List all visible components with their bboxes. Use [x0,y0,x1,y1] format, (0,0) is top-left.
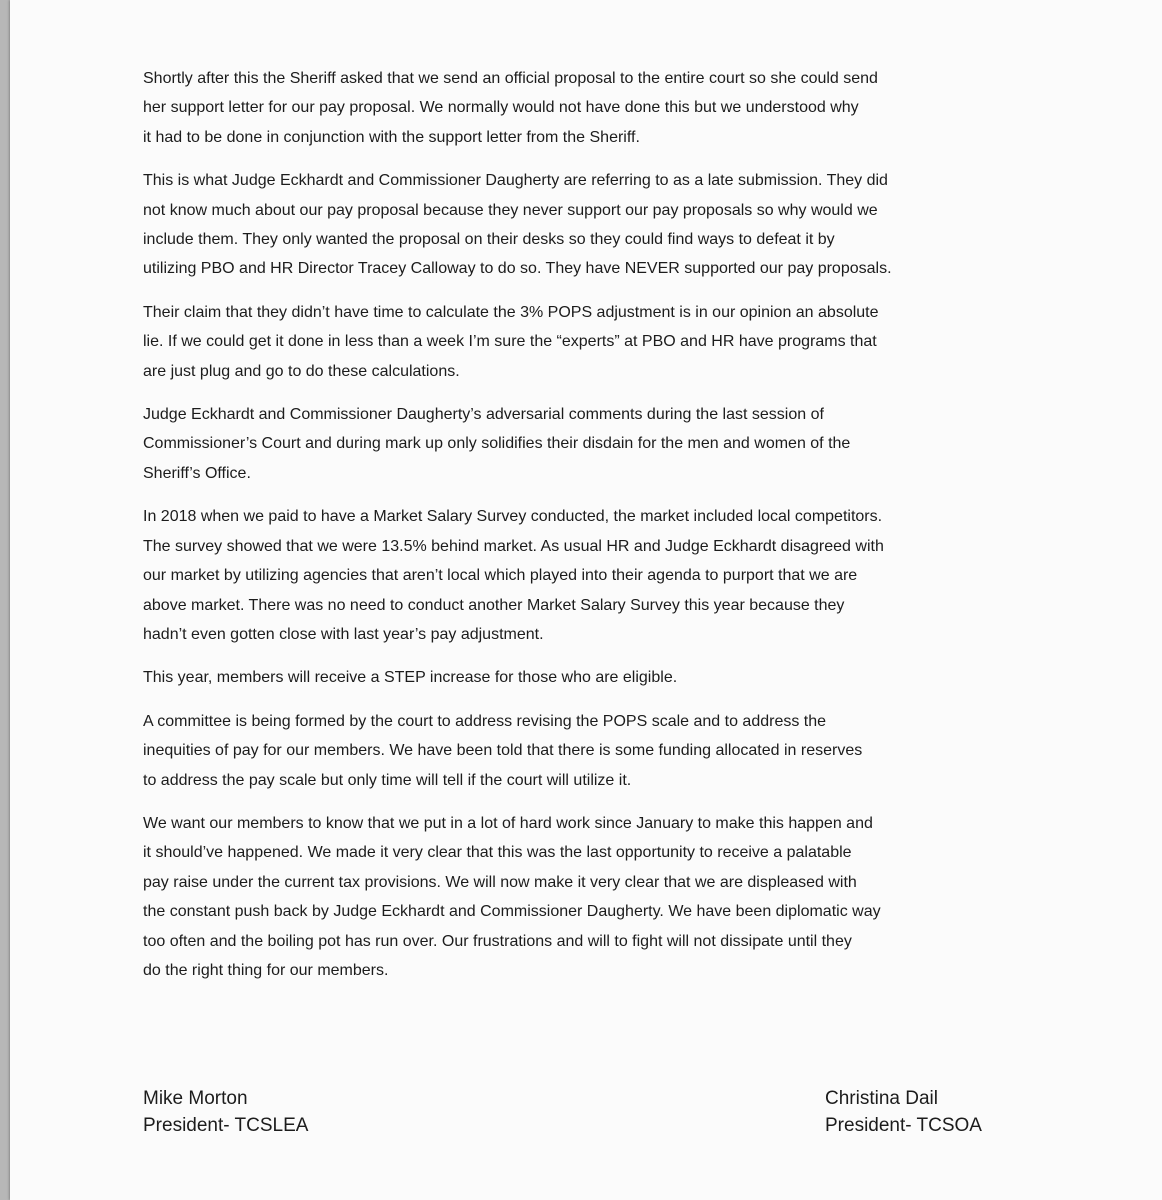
paragraph-committee: A committee is being formed by the court to address revising the POPS scale and to address the inequities of pay for our members. We have been told that there is some funding allocated in reserves to address the pay scale but only time will tell if the court will utilize it. [143,712,863,789]
paragraph-pops-adjustment: Their claim that they didn’t have time to calculate the 3% POPS adjustment is in our opinion an absolute lie. If we could get it done in less than a week I’m sure the “experts” at PBO and HR have programs that are just plug and go to do these calculations. [143,303,879,380]
signature-block-left [143,1085,308,1139]
document-page [10,0,1162,1200]
paragraph-official-proposal: Shortly after this the Sheriff asked that we send an official proposal to the entire court so she could send her support letter for our pay proposal. We normally would not have done this but we understood why it had to be done in conjunction with the support letter from the Sheriff. [143,70,878,146]
signer-name: Christina Dail [825,1088,938,1109]
paragraph-adversarial-comments: Judge Eckhardt and Commissioner Daugherty’s adversarial comments during the last session of Commissioner’s Court and during mark up only solidifies their disdain for the men and women of the Sheriff’s Office. [143,406,851,482]
signer-title: President- TCSOA [825,1115,982,1136]
paragraph-closing: We want our members to know that we put in a lot of hard work since January to make this happen and it should’ve happened. We made it very clear that this was the last opportunity to receive a palatable pay raise under the current tax provisions. We will now make it very clear that we are displeased with the constant push back by Judge Eckhardt and Commissioner Daugherty. We have been diplomatic way too often and the boiling pot has run over. Our frustrations and will to fight will not dissipate until they do the right thing for our members. [143,814,881,979]
paragraph-step-increase: This year, members will receive a STEP increase for those who are eligible. [143,669,678,687]
signer-name: Mike Morton [143,1088,248,1109]
signature-block-right [825,1085,982,1139]
letter-body [143,64,1043,999]
paragraph-late-submission: This is what Judge Eckhardt and Commissioner Daugherty are referring to as a late submission. They did not know much about our pay proposal because they never support our pay proposals so why would we include them. They only wanted the proposal on their desks so they could find ways to defeat it by utilizing PBO and HR Director Tracey Calloway to do so. They have NEVER supported our pay proposals. [143,172,892,278]
signer-title: President- TCSLEA [143,1115,309,1136]
paragraph-market-survey: In 2018 when we paid to have a Market Salary Survey conducted, the market included local competitors. The survey showed that we were 13.5% behind market. As usual HR and Judge Eckhardt disagreed with our market by utilizing agencies that aren’t local which played into their agenda to purport that we are above market. There was no need to conduct another Market Salary Survey this year because they hadn’t even gotten close with last year’s pay adjustment. [143,508,884,643]
